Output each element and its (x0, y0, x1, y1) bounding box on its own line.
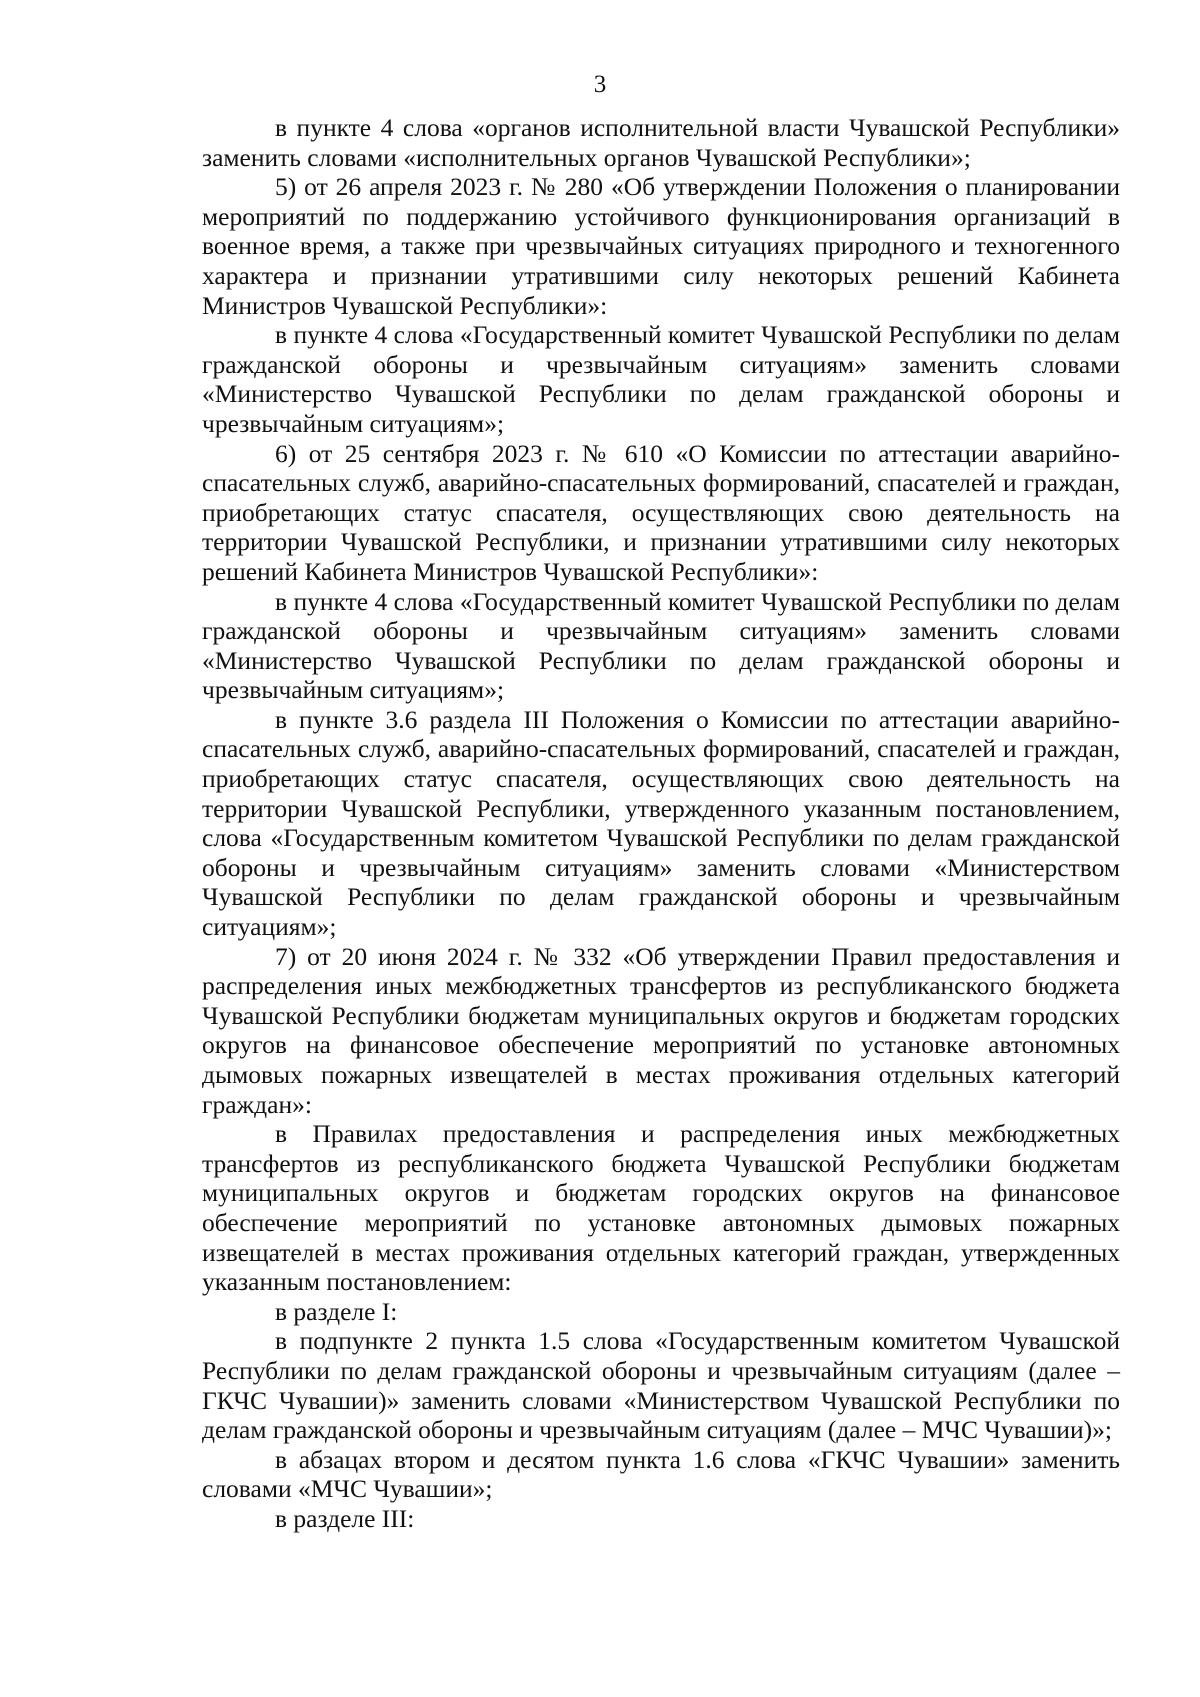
paragraph-1: в пункте 4 слова «органов исполнительной власти Чувашской Республики» заменить словами «исполнительных органов Чувашской Республики»; (202, 113, 1120, 172)
paragraph-11: в абзацах втором и десятом пункта 1.6 слова «ГКЧС Чувашии» заменить словами «МЧС Чувашии»; (202, 1444, 1120, 1504)
paragraph-4: 6) от 25 сентября 2023 г. № 610 «О Комиссии по аттестации аварийно-спасательных служб, аварийно-спасательных формирований, спасателей и граждан, приобретающих статус спасателя, осуществляющих свою деятельность на территории Чувашской Республики, и признании утратившими силу некоторых решений Кабинета Министров Чувашской Республики»: (202, 438, 1120, 586)
paragraph-7: 7) от 20 июня 2024 г. № 332 «Об утверждении Правил предоставления и распределения иных межбюджетных трансфертов из республиканского бюджета Чувашской Республики бюджетам муниципальных округов и бюджетам городских округов на финансовое обеспечение мероприятий по установке автономных дымовых пожарных извещателей в местах проживания отдельных категорий граждан»: (202, 941, 1120, 1119)
paragraph-2: 5) от 26 апреля 2023 г. № 280 «Об утверждении Положения о планировании мероприятий по поддержанию устойчивого функционирования организаций в военное время, а также при чрезвычайных ситуациях природного и техногенного характера и признании утратившими силу некоторых решений Кабинета Министров Чувашской Республики»: (202, 172, 1120, 320)
paragraph-5: в пункте 4 слова «Государственный комитет Чувашской Республики по делам гражданской обороны и чрезвычайным ситуациям» заменить словами «Министерство Чувашской Республики по делам гражданской обороны и чрезвычайным ситуациям»; (202, 586, 1120, 705)
paragraph-10: в подпункте 2 пункта 1.5 слова «Государственным комитетом Чувашской Республики по делам гражданской обороны и чрезвычайным ситуациям (далее – ГКЧС Чувашии)» заменить словами «Министерством Чувашской Республики по делам гражданской обороны и чрезвычайным ситуациям (далее – МЧС Чувашии)»; (202, 1326, 1120, 1445)
paragraph-3: в пункте 4 слова «Государственный комитет Чувашской Республики по делам гражданской обороны и чрезвычайным ситуациям» заменить словами «Министерство Чувашской Республики по делам гражданской обороны и чрезвычайным ситуациям»; (202, 320, 1120, 438)
paragraph-12: в разделе III: (275, 1503, 415, 1533)
document-body (202, 113, 1120, 1534)
paragraph-8: в Правилах предоставления и распределения иных межбюджетных трансфертов из республиканского бюджета Чувашской Республики бюджетам муниципальных округов и бюджетам городских округов на финансовое обеспечение мероприятий по установке автономных дымовых пожарных извещателей в местах проживания отдельных категорий граждан, утвержденных указанным постановлением: (202, 1119, 1120, 1297)
page-number: 3 (593, 71, 607, 98)
paragraph-9: в разделе I: (275, 1296, 398, 1326)
paragraph-6: в пункте 3.6 раздела III Положения о Комиссии по аттестации аварийно-спасательных служб, аварийно-спасательных формирований, спасателей и граждан, приобретающих статус спасателя, осуществляющих свою деятельность на территории Чувашской Республики, утвержденного указанным постановлением, слова «Государственным комитетом Чувашской Республики по делам гражданской обороны и чрезвычайным ситуациям» заменить словами «Министерством Чувашской Республики по делам гражданской обороны и чрезвычайным ситуациям»; (202, 704, 1120, 942)
